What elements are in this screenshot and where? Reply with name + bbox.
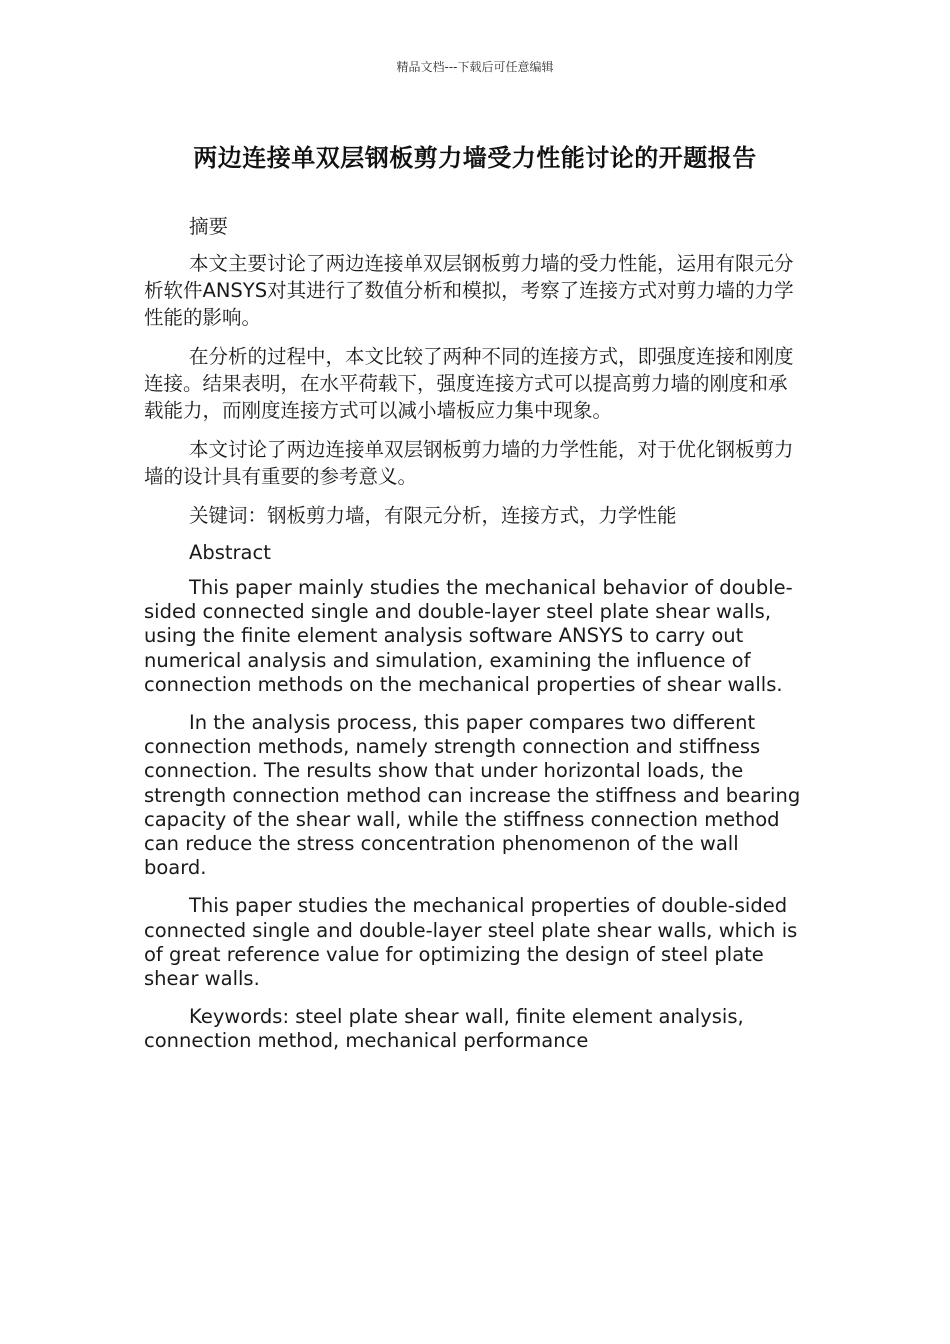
abstract-en-heading: Abstract: [189, 541, 271, 564]
document-title: 两边连接单双层钢板剪力墙受力性能讨论的开题报告: [193, 144, 757, 172]
abstract-en-paragraph: This paper studies the mechanical properties of double-sided connected single and double-layer steel plate shear walls, which is of great reference value for optimizing the design of steel plate shear walls.: [144, 894, 798, 991]
abstract-en-paragraph: This paper mainly studies the mechanical behavior of double-sided connected single and double-layer steel plate shear walls, using the finite element analysis software ANSYS to carry out numerical analysis and simulation, examining the influence of connection methods on the mechanical properties of shear walls.: [144, 576, 793, 696]
abstract-en-paragraph: In the analysis process, this paper compares two different connection methods, namely strength connection and stiffness connection. The results show that under horizontal loads, the strength connection method can increase the stiffness and bearing capacity of the shear wall, while the stiffness connection method can reduce the stress concentration phenomenon of the wall board.: [144, 711, 801, 880]
header-note: 精品文档---下载后可任意编辑: [396, 60, 554, 74]
keywords-en: Keywords: steel plate shear wall, finite element analysis, connection method, mechanical performance: [144, 1005, 744, 1053]
abstract-cn-paragraph: 本文主要讨论了两边连接单双层钢板剪力墙的受力性能，运用有限元分析软件ANSYS对其进行了数值分析和模拟，考察了连接方式对剪力墙的力学性能的影响。: [144, 252, 794, 329]
document-body: [144, 213, 806, 1068]
keywords-cn: 关键词：钢板剪力墙，有限元分析，连接方式，力学性能: [189, 504, 677, 527]
abstract-cn-heading: 摘要: [189, 215, 229, 238]
abstract-cn-paragraph: 本文讨论了两边连接单双层钢板剪力墙的力学性能，对于优化钢板剪力墙的设计具有重要的参考意义。: [144, 438, 794, 488]
abstract-cn-paragraph: 在分析的过程中，本文比较了两种不同的连接方式，即强度连接和刚度连接。结果表明，在水平荷载下，强度连接方式可以提高剪力墙的刚度和承载能力，而刚度连接方式可以减小墙板应力集中现象。: [144, 345, 794, 422]
